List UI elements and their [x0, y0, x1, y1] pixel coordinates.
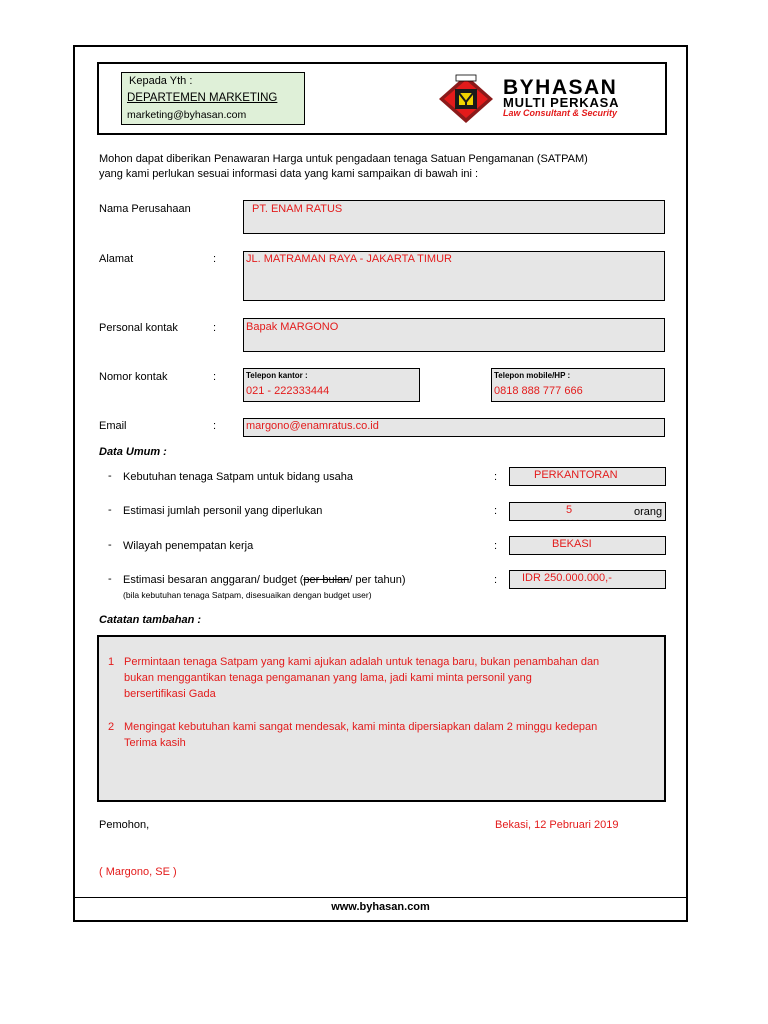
- business-sector-colon: :: [494, 471, 498, 483]
- footer-divider: [73, 897, 688, 898]
- budget-field[interactable]: [509, 570, 666, 589]
- budget-label: [123, 574, 406, 586]
- phone-colon: :: [213, 371, 217, 383]
- intro-line-2: yang kami perlukan sesuai informasi data yang kami sampaikan di bawah ini :: [99, 168, 479, 180]
- address-field-value: JL. MATRAMAN RAYA - JAKARTA TIMUR: [246, 253, 452, 265]
- business-sector-value: PERKANTORAN: [534, 469, 618, 481]
- intro-line-1: Mohon dapat diberikan Penawaran Harga untuk pengadaan tenaga Satuan Pengamanan (SATPAM): [99, 153, 588, 165]
- notes-title: Catatan tambahan :: [99, 614, 202, 626]
- email-field[interactable]: [243, 418, 665, 437]
- personnel-count-label: Estimasi jumlah personil yang diperlukan: [123, 505, 323, 517]
- business-sector-label: Kebutuhan tenaga Satpam untuk bidang usaha: [123, 471, 353, 483]
- business-sector-field[interactable]: [509, 467, 666, 486]
- company-field[interactable]: [243, 200, 665, 234]
- recipient-label: Kepada Yth :: [129, 75, 193, 87]
- company-field-value: PT. ENAM RATUS: [252, 203, 343, 215]
- general-data-title: Data Umum :: [99, 446, 167, 458]
- personnel-count-field[interactable]: [509, 502, 666, 521]
- work-region-field[interactable]: [509, 536, 666, 555]
- contact-colon: :: [213, 322, 217, 334]
- footer-website-link[interactable]: www.byhasan.com: [331, 901, 430, 913]
- budget-note: (bila kebutuhan tenaga Satpam, disesuaikan dengan budget user): [123, 590, 372, 600]
- budget-label-post: / per tahun): [349, 574, 406, 586]
- office-phone-field[interactable]: [243, 368, 420, 402]
- recipient-department: DEPARTEMEN MARKETING: [127, 92, 278, 104]
- applicant-label: Pemohon,: [99, 819, 150, 831]
- note-2-line-2: Terima kasih: [124, 737, 186, 749]
- budget-value: IDR 250.000.000,-: [522, 572, 612, 584]
- address-colon: :: [213, 253, 217, 265]
- personnel-count-value: 5: [566, 504, 573, 516]
- company-name: BYHASAN: [503, 76, 618, 99]
- mobile-phone-field[interactable]: [491, 368, 665, 402]
- company-subtitle: MULTI PERKASA: [503, 95, 620, 110]
- contact-field[interactable]: [243, 318, 665, 352]
- general-item-dash: -: [108, 539, 112, 551]
- general-item-dash: -: [108, 504, 112, 516]
- budget-colon: :: [494, 574, 498, 586]
- work-region-label: Wilayah penempatan kerja: [123, 540, 254, 552]
- recipient-box: [121, 72, 305, 125]
- phone-field-label: Nomor kontak: [99, 371, 168, 383]
- address-field[interactable]: [243, 251, 665, 301]
- note-2-number: 2: [108, 721, 115, 733]
- note-1-line-2: bukan menggantikan tenaga pengamanan yang lama, jadi kami minta personil yang: [124, 672, 532, 684]
- mobile-phone-label: Telepon mobile/HP :: [494, 371, 571, 380]
- recipient-email: marketing@byhasan.com: [127, 109, 247, 121]
- personnel-count-colon: :: [494, 505, 498, 517]
- address-field-label: Alamat: [99, 253, 134, 265]
- company-field-label: Nama Perusahaan: [99, 203, 191, 215]
- personnel-count-unit: orang: [634, 506, 663, 518]
- office-phone-label: Telepon kantor :: [246, 371, 308, 380]
- work-region-colon: :: [494, 540, 498, 552]
- email-field-label: Email: [99, 420, 127, 432]
- contact-field-value: Bapak MARGONO: [246, 321, 339, 333]
- contact-field-label: Personal kontak: [99, 322, 178, 334]
- note-1-number: 1: [108, 656, 115, 668]
- note-1-line-3: bersertifikasi Gada: [124, 688, 216, 700]
- office-phone-value: 021 - 222333444: [246, 385, 330, 397]
- place-date: Bekasi, 12 Pebruari 2019: [495, 819, 619, 831]
- note-2-line-1: Mengingat kebutuhan kami sangat mendesak, kami minta dipersiapkan dalam 2 minggu kedepan: [124, 721, 598, 733]
- email-field-value: margono@enamratus.co.id: [246, 420, 379, 432]
- general-item-dash: -: [108, 470, 112, 482]
- signer-name: ( Margono, SE ): [99, 866, 177, 878]
- company-logo-icon: [436, 72, 496, 126]
- mobile-phone-value: 0818 888 777 666: [494, 385, 583, 397]
- company-tagline: Law Consultant & Security: [503, 108, 618, 118]
- budget-label-strike: per bulan: [303, 574, 350, 586]
- email-colon: :: [213, 420, 217, 432]
- work-region-value: BEKASI: [552, 538, 592, 550]
- budget-label-pre: Estimasi besaran anggaran/ budget (: [123, 574, 304, 586]
- notes-box[interactable]: [97, 635, 666, 802]
- general-item-dash: -: [108, 573, 112, 585]
- note-1-line-1: Permintaan tenaga Satpam yang kami ajukan adalah untuk tenaga baru, bukan penambahan dan: [124, 656, 600, 668]
